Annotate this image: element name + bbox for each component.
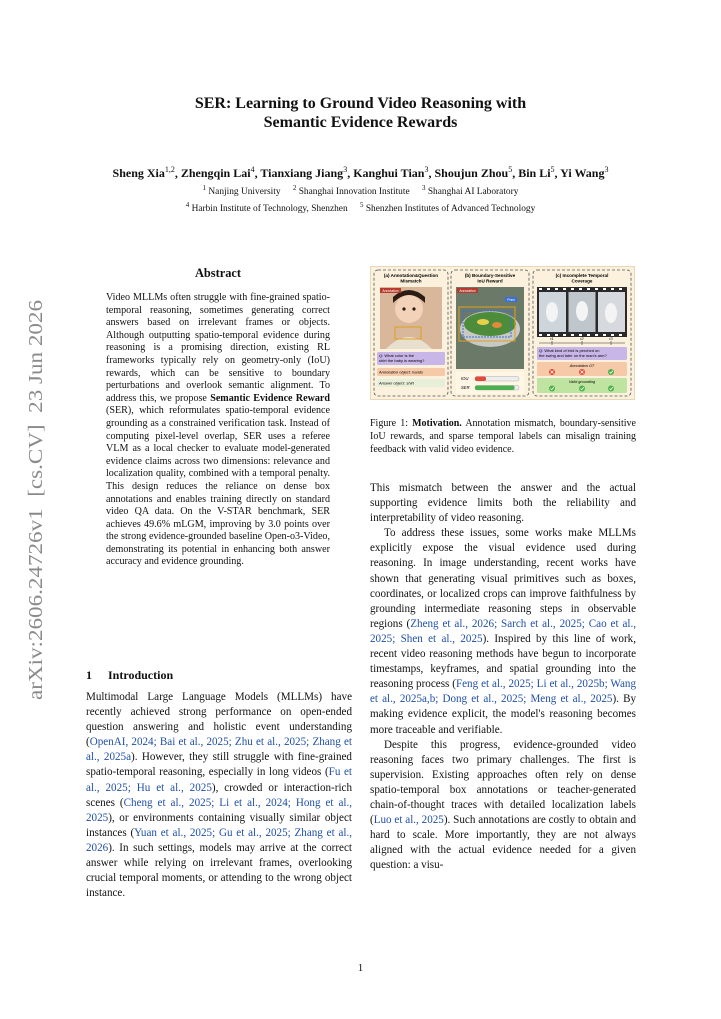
arxiv-id: arXiv:2606.24726v1 [cs.CV] 23 Jun 2026 (26, 362, 47, 700)
author-name: Kanghui Tian (353, 166, 425, 180)
author-list (40, 162, 681, 181)
aff-num-4: 4 (185, 201, 190, 209)
timeline-t1: t1 (550, 337, 554, 341)
aff-name-1: Nanjing University (208, 187, 281, 198)
abstract-text-1: Video MLLMs often struggle with fine-grained spatio-temporal reasoning, sometimes generating correct answers based on irrelevant frames or objects. Although outputting spatio-temporal evidence during reasoning is a promising direction, existing RL frameworks typically rely on geometry-only (IoU) rewards, which can be sensitive to boundary perturbations and overlook semantic alignment. To address this, we propose (106, 292, 330, 404)
bird-3 (605, 303, 617, 323)
paragraph-text: Multimodal Large Language Models (MLLMs) have recently achieved strong performance on open-ended question answering and holistic event understanding ( (86, 691, 352, 749)
paragraph-text: ). In such settings, models may arrive at the correct answer while relying on irrelevant frames, overlooking crucial temporal moments, or attending to the wrong object instance. (86, 841, 352, 900)
panel-c-title-1: (c) Incomplete Temporal (555, 273, 609, 278)
figure-1-caption (370, 417, 636, 456)
author-separator: , (554, 166, 561, 180)
paragraph-text: Despite this progress, evidence-grounded video reasoning faces two primary challenges. The first is supervision. Existing approaches often rely on dense spatio-temporal box annotations or teacher-generated chain-of-thought traces with detailed localization labels ( (370, 738, 636, 827)
paragraph-text: ). By making evidence explicit, the model's reasoning becomes more traceable and verifiable. (370, 693, 637, 736)
arxiv-stamp (14, 300, 50, 700)
caption-text: Annotation mismatch, boundary-sensitive IoU rewards, and sparse temporal labels can misalign training feedback with valid video evidence. (370, 418, 636, 455)
citation-link[interactable]: Feng et al., 2025; Li et al., 2025b; Wang et al., 2025a,b; Dong et al., 2025; Meng et al., 2025 (370, 678, 636, 706)
paragraph-text: ), or environments containing visually similar object instances ( (86, 811, 352, 839)
timeline-t2: t2 (580, 337, 584, 341)
author-name: Tianxiang Jiang (260, 166, 344, 180)
bird-2 (576, 301, 588, 321)
panel-a-question: Q: What color is the shirt the baby is wearing? (379, 353, 425, 363)
panel-b-ser-label: SER (461, 385, 470, 390)
author-affiliation: 5 (508, 165, 513, 174)
panel-c-question: Q: What kind of bird is perched on the swing and later on the man's arm? (539, 348, 607, 358)
aff-num-2: 2 (292, 184, 297, 192)
author-separator: , (254, 166, 261, 180)
panel-c-annotation: Annotation GT (569, 364, 595, 368)
arxiv-stamp-svg (14, 300, 50, 700)
abstract-text-2: (SER), which reformulates spatio-temporal evidence grounding as a constrained verification task. Instead of computing pixel-level overlap, SER uses a referee VLM as a local checker to evaluate model-generated evidence claims across two dimensions: relevance and localization quality, combined with a temporal penalty. This design reduces the reliance on dense box annotations and enables training directly on standard video QA data. On the V-STAR benchmark, SER achieves 49.6% mLGM, improving by 3.0 points over the strong evidence-grounded baseline Open-o3-Video, demonstrating its potential in enhancing both answer accuracy and evidence grounding. (106, 405, 330, 568)
paragraph (370, 481, 636, 526)
author-name: Sheng Xia (112, 166, 165, 180)
title-line-1: SER: Learning to Ground Video Reasoning with (194, 95, 527, 112)
panel-a-title-2: Mismatch (400, 278, 422, 284)
panel-b-pred-badge: Pred (507, 297, 515, 302)
aff-num-1: 1 (202, 184, 207, 192)
aff-num-5: 5 (359, 201, 364, 209)
author-affiliation: 3 (604, 165, 609, 174)
abstract-heading: Abstract (194, 266, 242, 280)
author-separator: , (347, 166, 354, 180)
paragraph-text: To address these issues, some works make MLLMs explicitly expose the visual evidence used during reasoning. In image understanding, recent works have shown that generating visual primitives such as boxes, coordinates, or localized crops can improve faithfulness by grounding intermediate reasoning steps in observable regions ( (370, 527, 636, 630)
panel-a-title-1: (a) Annotation&Question (383, 273, 439, 278)
bird-1 (546, 302, 558, 322)
paragraph-text: ). Inspired by this line of work, recent video reasoning methods have begun to incorporate timestamps, keyframes, and spatial grounding into the reasoning process ( (370, 632, 636, 691)
baby-face (395, 295, 423, 323)
author-affiliation: 5 (550, 165, 555, 174)
page-number: 1 (357, 962, 364, 974)
panel-a-annotation: Annotation object: hands (379, 369, 424, 375)
left-column-text (86, 690, 352, 901)
abstract-body (106, 292, 330, 569)
paragraph (370, 738, 636, 874)
panel-b-title-2: IoU Reward (477, 278, 503, 284)
paper-title (100, 94, 621, 132)
section-heading-introduction (86, 668, 173, 683)
figure-1-graphic (371, 267, 634, 399)
aff-name-2: Shanghai Innovation Institute (298, 187, 410, 198)
author-affiliation: 4 (250, 165, 255, 174)
paragraph-text: ). Such annotations are costly to obtain and hard to scale. More importantly, they are not always aligned with the actual evidence needed for a given question: a visu- (370, 814, 636, 872)
abstract-bold-term: Semantic Evidence Reward (210, 392, 331, 404)
aff-name-3: Shanghai AI Laboratory (427, 187, 519, 198)
paragraph-text: This mismatch between the answer and the actual supporting evidence limits both the reliability and interpretability of video reasoning. (370, 482, 636, 525)
caption-bold: Motivation. (412, 418, 462, 429)
title-line-2: Semantic Evidence Rewards (263, 114, 458, 131)
ser-bar-fill (475, 386, 515, 391)
citation-link[interactable]: Yuan et al., 2025; Gu et al., 2025; Zhang et al., 2026 (86, 826, 352, 854)
author-name: Bin Li (518, 166, 551, 180)
panel-c-valid: Valid grounding (568, 380, 596, 384)
valid-check-2 (579, 386, 585, 392)
panel-b-iou-label: IOU (461, 376, 469, 381)
paragraph-text: ), crowded or interaction-rich scenes ( (86, 781, 352, 809)
iou-bar-fill (475, 377, 486, 382)
author-affiliation: 3 (424, 165, 429, 174)
author-name: Yi Wang (560, 166, 605, 180)
panel-b-badge: Annotation (459, 288, 476, 293)
citation-link[interactable]: Zheng et al., 2026; Sarch et al., 2025; Cao et al., 2025; Shen et al., 2025 (370, 617, 636, 645)
affiliations-line-2 (40, 199, 681, 215)
paragraph-text: ). However, they still struggle with fine-grained spatio-temporal reasoning, especially in long videos ( (86, 751, 352, 779)
aff-name-5: Shenzhen Institutes of Advanced Technology (365, 204, 536, 215)
citation-link[interactable]: Luo et al., 2025 (373, 814, 444, 827)
author-affiliation: 3 (343, 165, 348, 174)
right-column-text (370, 481, 636, 873)
citation-link[interactable]: Cheng et al., 2025; Li et al., 2024; Hong et al., 2025 (86, 796, 352, 824)
author-name: Zhengqin Lai (180, 166, 251, 180)
citation-link[interactable]: Fu et al., 2025; Hu et al., 2025 (86, 766, 353, 794)
author-name: Shoujun Zhou (434, 166, 509, 180)
valid-check-1 (549, 386, 555, 392)
author-separator: , (428, 166, 435, 180)
author-separator: , (512, 166, 519, 180)
panel-a-answer: Answer object: shirt (379, 380, 414, 386)
section-title: Introduction (108, 668, 174, 682)
paragraph (370, 526, 636, 737)
panel-a-badge: Annotation (382, 288, 399, 293)
panel-b-title-1: (b) Boundary-Sensitive (464, 273, 516, 278)
affiliations-line-1 (40, 182, 681, 198)
valid-check-3 (608, 386, 614, 392)
figure-1 (370, 266, 635, 400)
author-separator: , (174, 166, 181, 180)
check-mark-3 (608, 369, 614, 375)
timeline-t3: t3 (609, 337, 613, 341)
author-affiliation: 1,2 (164, 165, 175, 174)
section-number: 1 (86, 668, 92, 682)
panel-c-title-2: Coverage (571, 278, 593, 284)
caption-label: Figure 1: (370, 418, 408, 429)
salad (464, 312, 516, 336)
aff-num-3: 3 (421, 184, 426, 192)
paragraph (86, 690, 352, 901)
aff-name-4: Harbin Institute of Technology, Shenzhen (191, 204, 348, 215)
citation-link[interactable]: OpenAI, 2024; Bai et al., 2025; Zhu et al., 2025; Zhang et al., 2025a (86, 736, 352, 764)
